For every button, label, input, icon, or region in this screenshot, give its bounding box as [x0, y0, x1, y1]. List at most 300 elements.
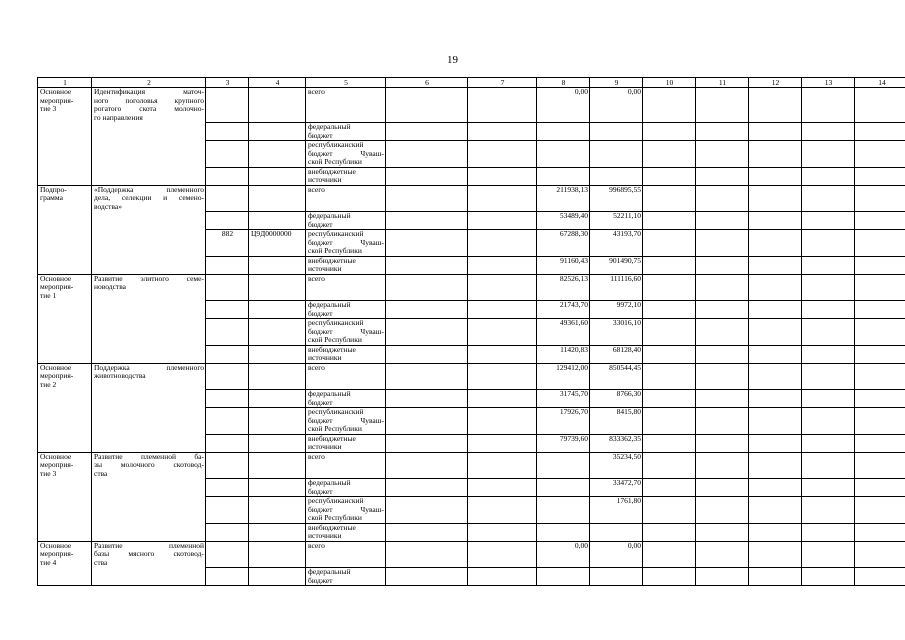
table-row	[38, 452, 905, 479]
target-code-cell	[249, 541, 306, 568]
cell-text-line: мероприя-	[40, 371, 74, 380]
empty-cell	[802, 256, 855, 274]
empty-cell	[696, 212, 749, 230]
empty-cell	[386, 434, 468, 452]
empty-cell	[468, 452, 537, 479]
cell-text-line: бюджет Чуваш-	[308, 326, 384, 336]
empty-cell	[643, 274, 696, 301]
empty-cell	[749, 523, 802, 541]
empty-cell	[749, 479, 802, 497]
grbs-code-cell	[206, 319, 249, 346]
table-row	[38, 319, 905, 346]
funding-source-cell	[306, 319, 386, 346]
measure-name-cell	[92, 434, 206, 452]
target-code-cell	[249, 345, 306, 363]
empty-cell	[802, 167, 855, 185]
empty-cell	[643, 123, 696, 141]
empty-cell	[696, 523, 749, 541]
target-code-cell	[249, 363, 306, 390]
empty-cell	[749, 256, 802, 274]
target-code-cell	[249, 301, 306, 319]
cell-text-line: ской Республики	[308, 513, 362, 522]
empty-cell	[855, 568, 905, 586]
empty-cell	[802, 363, 855, 390]
table-row	[38, 274, 905, 301]
empty-cell	[468, 185, 537, 212]
value-2020-cell: 43193,70	[590, 230, 643, 257]
empty-cell	[468, 523, 537, 541]
cell-text-line: Развитие племенной ба-	[94, 452, 204, 461]
measure-name-cell	[92, 541, 206, 568]
measure-type-cell	[38, 568, 92, 586]
table-row	[38, 212, 905, 230]
empty-cell	[802, 479, 855, 497]
value-2019-cell	[537, 123, 590, 141]
empty-cell	[802, 434, 855, 452]
value-2019-cell: 91160,43	[537, 256, 590, 274]
funding-source-cell	[306, 212, 386, 230]
grbs-code-cell	[206, 167, 249, 185]
empty-cell	[386, 345, 468, 363]
empty-cell	[749, 434, 802, 452]
cell-text-line: внебюджетные	[308, 167, 356, 176]
table-row	[38, 390, 905, 408]
target-code-cell	[249, 274, 306, 301]
empty-cell	[696, 479, 749, 497]
target-code-cell	[249, 185, 306, 212]
table-row	[38, 88, 905, 123]
cell-text-line: всего	[308, 87, 325, 96]
empty-cell	[643, 319, 696, 346]
table-row	[38, 301, 905, 319]
measure-name-cell	[92, 497, 206, 524]
empty-cell	[643, 541, 696, 568]
empty-cell	[643, 479, 696, 497]
target-code-cell	[249, 88, 306, 123]
value-2020-cell	[590, 141, 643, 168]
empty-cell	[643, 345, 696, 363]
grbs-code-cell: 882	[206, 230, 249, 257]
empty-cell	[749, 541, 802, 568]
funding-source-cell	[306, 568, 386, 586]
value-2019-cell: 211938,13	[537, 185, 590, 212]
value-2019-cell: 0,00	[537, 88, 590, 123]
grbs-code-cell	[206, 408, 249, 435]
measure-name-cell	[92, 408, 206, 435]
value-2020-cell: 33472,70	[590, 479, 643, 497]
empty-cell	[386, 274, 468, 301]
measure-type-cell	[38, 541, 92, 568]
empty-cell	[696, 390, 749, 408]
grbs-code-cell	[206, 212, 249, 230]
cell-text-line: Основное	[40, 452, 72, 461]
empty-cell	[802, 541, 855, 568]
empty-cell	[749, 185, 802, 212]
measure-name-cell	[92, 319, 206, 346]
cell-text-line: базы мясного скотовод-	[94, 549, 204, 558]
measure-type-cell	[38, 212, 92, 230]
measure-name-cell	[92, 88, 206, 123]
measure-name-cell	[92, 301, 206, 319]
cell-text-line: республиканский	[308, 318, 364, 327]
empty-cell	[855, 167, 905, 185]
funding-source-cell	[306, 363, 386, 390]
empty-cell	[468, 301, 537, 319]
measure-name-cell	[92, 452, 206, 479]
empty-cell	[386, 301, 468, 319]
measure-type-cell	[38, 408, 92, 435]
header-row	[38, 78, 905, 88]
measure-type-cell	[38, 345, 92, 363]
empty-cell	[643, 230, 696, 257]
measure-name-cell	[92, 363, 206, 390]
value-2019-cell	[537, 479, 590, 497]
empty-cell	[802, 141, 855, 168]
grbs-code-cell	[206, 568, 249, 586]
measure-type-cell	[38, 523, 92, 541]
empty-cell	[696, 88, 749, 123]
target-code-cell	[249, 319, 306, 346]
funding-source-cell	[306, 274, 386, 301]
empty-cell	[643, 141, 696, 168]
empty-cell	[855, 230, 905, 257]
value-2019-cell: 31745,70	[537, 390, 590, 408]
value-2020-cell: 0,00	[590, 541, 643, 568]
empty-cell	[468, 319, 537, 346]
cell-text-line: тие 3	[40, 104, 57, 113]
measure-name-cell	[92, 212, 206, 230]
cell-text-line: водства»	[94, 201, 122, 211]
empty-cell	[749, 301, 802, 319]
empty-cell	[749, 230, 802, 257]
funding-source-cell	[306, 185, 386, 212]
table-row	[38, 523, 905, 541]
empty-cell	[643, 167, 696, 185]
value-2019-cell: 67288,30	[537, 230, 590, 257]
value-2019-cell: 129412,00	[537, 363, 590, 390]
empty-cell	[802, 88, 855, 123]
cell-text-line: бюджет	[308, 486, 333, 496]
empty-cell	[696, 541, 749, 568]
empty-cell	[643, 568, 696, 586]
empty-cell	[855, 319, 905, 346]
cell-text-line: рогатого скота молочно-	[94, 104, 204, 113]
empty-cell	[802, 301, 855, 319]
target-code-cell	[249, 452, 306, 479]
empty-cell	[749, 88, 802, 123]
empty-cell	[643, 523, 696, 541]
empty-cell	[855, 408, 905, 435]
empty-cell	[855, 390, 905, 408]
empty-cell	[855, 141, 905, 168]
empty-cell	[855, 185, 905, 212]
empty-cell	[855, 88, 905, 123]
column-header: 12	[749, 78, 802, 88]
empty-cell	[468, 434, 537, 452]
empty-cell	[749, 319, 802, 346]
cell-text-line: го направления	[94, 112, 143, 122]
empty-cell	[386, 167, 468, 185]
empty-cell	[386, 363, 468, 390]
empty-cell	[802, 230, 855, 257]
value-2019-cell: 21743,70	[537, 301, 590, 319]
empty-cell	[386, 319, 468, 346]
value-2019-cell: 11420,83	[537, 345, 590, 363]
value-2019-cell: 0,00	[537, 541, 590, 568]
page-number: 19	[447, 54, 458, 66]
column-header: 3	[206, 78, 249, 88]
empty-cell	[643, 390, 696, 408]
grbs-code-cell	[206, 256, 249, 274]
target-code-cell	[249, 523, 306, 541]
measure-type-cell	[38, 123, 92, 141]
column-header: 8	[537, 78, 590, 88]
measure-name-cell	[92, 523, 206, 541]
empty-cell	[749, 408, 802, 435]
target-code-cell: Ц9Д0000000	[249, 230, 306, 257]
grbs-code-cell	[206, 274, 249, 301]
cell-text-line: Поддержка племенного	[94, 363, 204, 372]
measure-type-cell	[38, 452, 92, 479]
cell-text-line: федеральный	[308, 389, 351, 398]
value-2020-cell: 33016,10	[590, 319, 643, 346]
funding-source-cell	[306, 497, 386, 524]
measure-type-cell	[38, 167, 92, 185]
measure-type-cell	[38, 497, 92, 524]
empty-cell	[696, 256, 749, 274]
grbs-code-cell	[206, 434, 249, 452]
cell-text-line: ства	[94, 468, 108, 478]
empty-cell	[855, 123, 905, 141]
empty-cell	[802, 523, 855, 541]
empty-cell	[643, 88, 696, 123]
empty-cell	[696, 141, 749, 168]
cell-text-line: тие 4	[40, 557, 57, 567]
cell-text-line: бюджет Чуваш-	[308, 415, 384, 425]
target-code-cell	[249, 568, 306, 586]
cell-text-line: мероприя-	[40, 282, 74, 291]
table-row	[38, 345, 905, 363]
empty-cell	[386, 452, 468, 479]
empty-cell	[802, 408, 855, 435]
column-header: 11	[696, 78, 749, 88]
cell-text-line: Основное	[40, 87, 72, 96]
empty-cell	[386, 123, 468, 141]
cell-text-line: дела, селекции и семено-	[94, 193, 204, 202]
value-2020-cell: 833362,35	[590, 434, 643, 452]
table-row	[38, 541, 905, 568]
measure-type-cell	[38, 88, 92, 123]
target-code-cell	[249, 167, 306, 185]
value-2020-cell	[590, 123, 643, 141]
empty-cell	[696, 497, 749, 524]
budget-table	[37, 77, 905, 586]
funding-source-cell	[306, 390, 386, 408]
cell-text-line: федеральный	[308, 567, 351, 576]
cell-text-line: бюджет	[308, 219, 333, 229]
cell-text-line: Идентификация маточ-	[94, 87, 204, 96]
table-body	[38, 88, 905, 586]
cell-text-line: тие 1	[40, 290, 57, 300]
funding-source-cell	[306, 141, 386, 168]
grbs-code-cell	[206, 497, 249, 524]
grbs-code-cell	[206, 185, 249, 212]
cell-text-line: бюджет	[308, 575, 333, 585]
cell-text-line: Подпро-	[40, 185, 67, 194]
empty-cell	[468, 123, 537, 141]
cell-text-line: республиканский	[308, 407, 364, 416]
grbs-code-cell	[206, 123, 249, 141]
measure-type-cell	[38, 319, 92, 346]
funding-source-cell	[306, 230, 386, 257]
empty-cell	[749, 274, 802, 301]
table-row	[38, 497, 905, 524]
measure-type-cell	[38, 230, 92, 257]
value-2020-cell: 1761,80	[590, 497, 643, 524]
empty-cell	[468, 212, 537, 230]
target-code-cell	[249, 434, 306, 452]
cell-text-line: Основное	[40, 363, 72, 372]
cell-text-line: Развитие племенной	[94, 541, 204, 550]
cell-text-line: республиканский	[308, 229, 364, 238]
cell-text-line: Основное	[40, 541, 72, 550]
empty-cell	[468, 256, 537, 274]
target-code-cell	[249, 212, 306, 230]
cell-text-line: животноводства	[94, 371, 146, 380]
empty-cell	[749, 167, 802, 185]
empty-cell	[802, 123, 855, 141]
cell-text-line: внебюджетные	[308, 256, 356, 265]
cell-text-line: мероприя-	[40, 95, 74, 105]
empty-cell	[386, 256, 468, 274]
funding-source-cell	[306, 301, 386, 319]
empty-cell	[643, 452, 696, 479]
cell-text-line: всего	[308, 185, 325, 194]
cell-text-line: республиканский	[308, 140, 364, 149]
empty-cell	[386, 408, 468, 435]
empty-cell	[749, 452, 802, 479]
cell-text-line: федеральный	[308, 300, 351, 309]
cell-text-line: «Поддержка племенного	[94, 185, 204, 194]
empty-cell	[802, 497, 855, 524]
cell-text-line: внебюджетные	[308, 523, 356, 532]
measure-type-cell	[38, 479, 92, 497]
empty-cell	[643, 256, 696, 274]
empty-cell	[696, 434, 749, 452]
funding-source-cell	[306, 123, 386, 141]
measure-name-cell	[92, 345, 206, 363]
funding-source-cell	[306, 345, 386, 363]
empty-cell	[696, 167, 749, 185]
empty-cell	[386, 497, 468, 524]
measure-type-cell	[38, 434, 92, 452]
empty-cell	[696, 408, 749, 435]
empty-cell	[696, 452, 749, 479]
grbs-code-cell	[206, 141, 249, 168]
measure-type-cell	[38, 274, 92, 301]
value-2020-cell	[590, 167, 643, 185]
table-row	[38, 141, 905, 168]
target-code-cell	[249, 497, 306, 524]
cell-text-line: ской Республики	[308, 157, 362, 166]
empty-cell	[749, 390, 802, 408]
cell-text-line: ской Республики	[308, 424, 362, 433]
grbs-code-cell	[206, 390, 249, 408]
table-row	[38, 568, 905, 586]
empty-cell	[696, 301, 749, 319]
value-2019-cell: 53489,40	[537, 212, 590, 230]
measure-name-cell	[92, 141, 206, 168]
empty-cell	[468, 88, 537, 123]
cell-text-line: бюджет	[308, 308, 333, 318]
value-2020-cell: 996895,55	[590, 185, 643, 212]
table-row	[38, 185, 905, 212]
cell-text-line: ного поголовья крупного	[94, 95, 204, 105]
empty-cell	[802, 345, 855, 363]
funding-source-cell	[306, 434, 386, 452]
empty-cell	[855, 541, 905, 568]
cell-text-line: Основное	[40, 274, 72, 283]
measure-type-cell	[38, 301, 92, 319]
column-header: 7	[468, 78, 537, 88]
cell-text-line: грамма	[40, 193, 63, 202]
cell-text-line: ской Республики	[308, 246, 362, 255]
target-code-cell	[249, 141, 306, 168]
measure-name-cell	[92, 274, 206, 301]
value-2020-cell: 9972,10	[590, 301, 643, 319]
cell-text-line: бюджет	[308, 130, 333, 140]
funding-source-cell	[306, 479, 386, 497]
empty-cell	[855, 212, 905, 230]
empty-cell	[802, 568, 855, 586]
value-2019-cell: 79739,60	[537, 434, 590, 452]
cell-text-line: тие 3	[40, 468, 57, 478]
empty-cell	[855, 363, 905, 390]
column-header: 13	[802, 78, 855, 88]
empty-cell	[855, 301, 905, 319]
funding-source-cell	[306, 88, 386, 123]
value-2019-cell: 82526,13	[537, 274, 590, 301]
value-2019-cell	[537, 497, 590, 524]
empty-cell	[855, 497, 905, 524]
measure-type-cell	[38, 185, 92, 212]
funding-source-cell	[306, 523, 386, 541]
empty-cell	[696, 123, 749, 141]
empty-cell	[386, 141, 468, 168]
value-2020-cell: 111116,60	[590, 274, 643, 301]
empty-cell	[749, 141, 802, 168]
empty-cell	[468, 390, 537, 408]
empty-cell	[468, 345, 537, 363]
column-header: 5	[306, 78, 386, 88]
empty-cell	[468, 141, 537, 168]
empty-cell	[386, 479, 468, 497]
empty-cell	[386, 523, 468, 541]
empty-cell	[643, 185, 696, 212]
value-2020-cell	[590, 523, 643, 541]
empty-cell	[802, 319, 855, 346]
cell-text-line: тие 2	[40, 379, 57, 389]
empty-cell	[386, 230, 468, 257]
grbs-code-cell	[206, 523, 249, 541]
value-2019-cell	[537, 141, 590, 168]
value-2020-cell: 8766,30	[590, 390, 643, 408]
target-code-cell	[249, 408, 306, 435]
cell-text-line: внебюджетные	[308, 434, 356, 443]
grbs-code-cell	[206, 345, 249, 363]
table-row	[38, 479, 905, 497]
value-2020-cell: 0,00	[590, 88, 643, 123]
